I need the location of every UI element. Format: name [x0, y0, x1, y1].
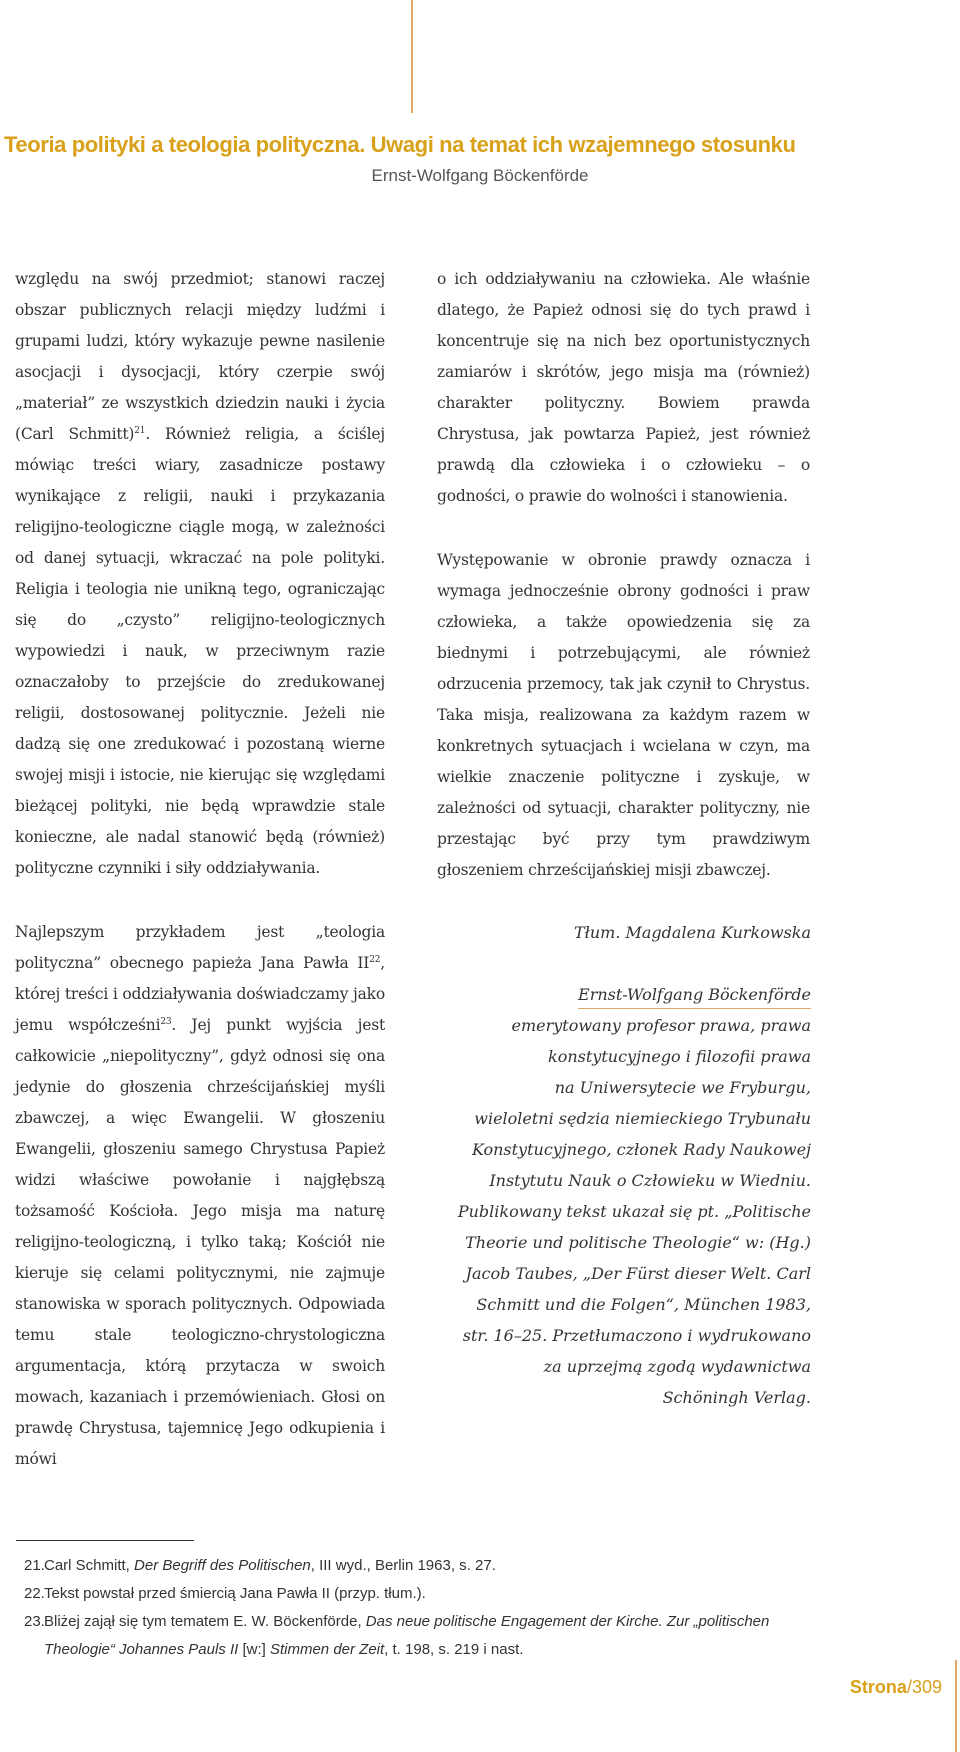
- text-run: , III wyd., Berlin 1963, s. 27.: [310, 1557, 496, 1574]
- bio-line: str. 16–25. Przetłumaczono i wydrukowano: [462, 1326, 811, 1345]
- bio-line: Instytutu Nauk o Człowieku w Wiedniu.: [489, 1171, 811, 1190]
- bio-line: emerytowany profesor prawa, prawa: [511, 1016, 811, 1035]
- body-paragraph-right-1: o ich oddziaływaniu na człowieka. Ale właśnie dlatego, że Papież odnosi się do tych prawd i koncentruje się na nich bez oportunistycznych zamiarów i skrótów, jego misja ma (również) charakter polityczny. Bowiem prawda Chrystusa, jak powtarza Papież, jest również prawdą dla człowieka i o człowieku – o godności, o prawie do wolności i stanowienia.: [437, 270, 810, 505]
- footnote-21: [16, 1552, 836, 1580]
- article-title: Teoria polityki a teologia polityczna. Uwagi na temat ich wzajemnego stosunku: [4, 132, 796, 157]
- footnote-ref-23[interactable]: 23: [160, 1016, 172, 1027]
- bio-name-line: [420, 979, 811, 1010]
- cited-title: Das neue politische Engagement der Kirche. Zur „politischen Theologie“ Johannes Pauls II: [44, 1613, 770, 1658]
- bio-line: Schmitt und die Folgen“, München 1983,: [476, 1295, 811, 1314]
- text-run: , której treści i oddziaływania doświadczamy jako jemu współcześni: [15, 954, 385, 1034]
- text-run: Bliżej zajął się tym tematem E. W. Böckenförde,: [44, 1613, 366, 1630]
- author-credits: [420, 917, 811, 1413]
- top-divider-line: [411, 0, 413, 113]
- text-run: . Również religia, a ściślej mówiąc treści wiary, zasadnicze postawy wynikające z religii, nauki i przykazania religijno-teologiczne ciągle mogą, w zależności od danej sytuacji, wkraczać na pole polityki. Religia i teologia nie unikną tego, ograniczając się do „czysto” religijno-teologicznych wypowiedzi i nauk, w przeciwnym razie oznaczałoby to przejście do zredukowanej religii, dostosowanej politycznie. Jeżeli nie dadzą się one zredukować i pozostaną wierne swojej misji i istocie, nie kierując się względami bieżącej polityki, nie będą wprawdzie stale konieczne, ale nadal stanowić będą (również) polityczne czynniki i siły oddziaływania.: [15, 425, 385, 877]
- bio-line: Jacob Taubes, „Der Fürst dieser Welt. Carl: [465, 1264, 811, 1283]
- footnote-22: [16, 1580, 836, 1608]
- translator-credit: Tłum. Magdalena Kurkowska: [574, 923, 811, 942]
- bio-line: Schöningh Verlag.: [662, 1388, 811, 1407]
- bio-line: konstytucyjnego i filozofii prawa: [548, 1047, 811, 1066]
- bio-line: wieloletni sędzia niemieckiego Trybunału: [474, 1109, 811, 1128]
- text-run: Carl Schmitt,: [44, 1557, 135, 1574]
- footnotes-list: [16, 1552, 836, 1664]
- bottom-divider-line: [955, 1660, 957, 1752]
- text-run: Najlepszym przykładem jest „teologia polityczna” obecnego papieża Jana Pawła II: [15, 923, 385, 972]
- text-run: względu na swój przedmiot; stanowi raczej obszar publicznych relacji między ludźmi i grupami ludzi, który wykazuje pewne nasilenie asocjacji i dysocjacji, który czerpie swój „materiał” ze wszystkich dziedzin nauki i życia (Carl Schmitt): [15, 270, 385, 443]
- cited-title: Der Begriff des Politischen: [134, 1557, 311, 1574]
- footnote-23: [16, 1608, 836, 1664]
- text-run: [w:]: [238, 1641, 270, 1658]
- page-separator: /: [906, 1677, 912, 1697]
- article-author: Ernst-Wolfgang Böckenförde: [371, 166, 589, 185]
- bio-line: za uprzejmą zgodą wydawnictwa: [543, 1357, 811, 1376]
- text-run: , t. 198, s. 219 i nast.: [384, 1641, 524, 1658]
- footnote-number: 23.: [24, 1613, 45, 1630]
- bio-author-name: Ernst-Wolfgang Böckenförde: [578, 981, 811, 1009]
- page-number: 309: [911, 1677, 942, 1697]
- bio-line: na Uniwersytecie we Fryburgu,: [554, 1078, 811, 1097]
- text-run: . Jej punkt wyjścia jest całkowicie „niepolityczny”, gdyż odnosi się ona jedynie do głoszenia chrześcijańskiej myśli zbawczej, a więc Ewangelii. W głoszeniu Ewangelii, głoszeniu samego Chrystusa Papież widzi właściwe powołanie i najgłębszą tożsamość Kościoła. Jego misja ma naturę religijno-teologiczną, i tylko taką; Kościół nie kieruje się celami politycznymi, nie zajmuje stanowiska w sporach politycznych. Odpowiada temu stale teologiczno-chrystologiczna argumentacja, którą przytacza w swoich mowach, kazaniach i przemówieniach. Głosi on prawdę Chrystusa, tajemnicę Jego odkupienia i mówi: [15, 1016, 385, 1468]
- page-number-footer: [850, 1672, 942, 1702]
- text-run: Tekst powstał przed śmiercią Jana Pawła II (przyp. tłum.).: [44, 1585, 426, 1602]
- body-paragraph-right-2: Występowanie w obronie prawdy oznacza i wymaga jednocześnie obrony godności i praw człowieka, a także opowiedzenia się za biednymi i potrzebującymi, ale również odrzucenia przemocy, tak jak czynił to Chrystus. Taka misja, realizowana za każdym razem w konkretnych sytuacjach i wcielana w czyn, ma wielkie znaczenie polityczne i zyskuje, w zależności od sytuacji, charakter polityczny, nie przestając być przy tym prawdziwym głoszeniem chrześcijańskiej misji zbawczej.: [437, 551, 810, 879]
- page-label: Strona: [849, 1677, 907, 1697]
- footnote-ref-22[interactable]: 22: [369, 954, 381, 965]
- footnote-separator: [16, 1540, 194, 1541]
- bio-line: Konstytucyjnego, członek Rady Naukowej: [471, 1140, 811, 1159]
- body-paragraph-left-1: [15, 264, 385, 884]
- footnote-number: 21.: [24, 1557, 45, 1574]
- footnote-ref-21[interactable]: 21: [134, 425, 146, 436]
- cited-journal: Stimmen der Zeit: [269, 1641, 385, 1658]
- footnote-number: 22.: [24, 1585, 45, 1602]
- body-paragraph-left-2: [15, 917, 385, 1475]
- bio-line: Publikowany tekst ukazał się pt. „Politische: [457, 1202, 811, 1221]
- bio-line: Theorie und politische Theologie“ w: (Hg.): [465, 1233, 811, 1252]
